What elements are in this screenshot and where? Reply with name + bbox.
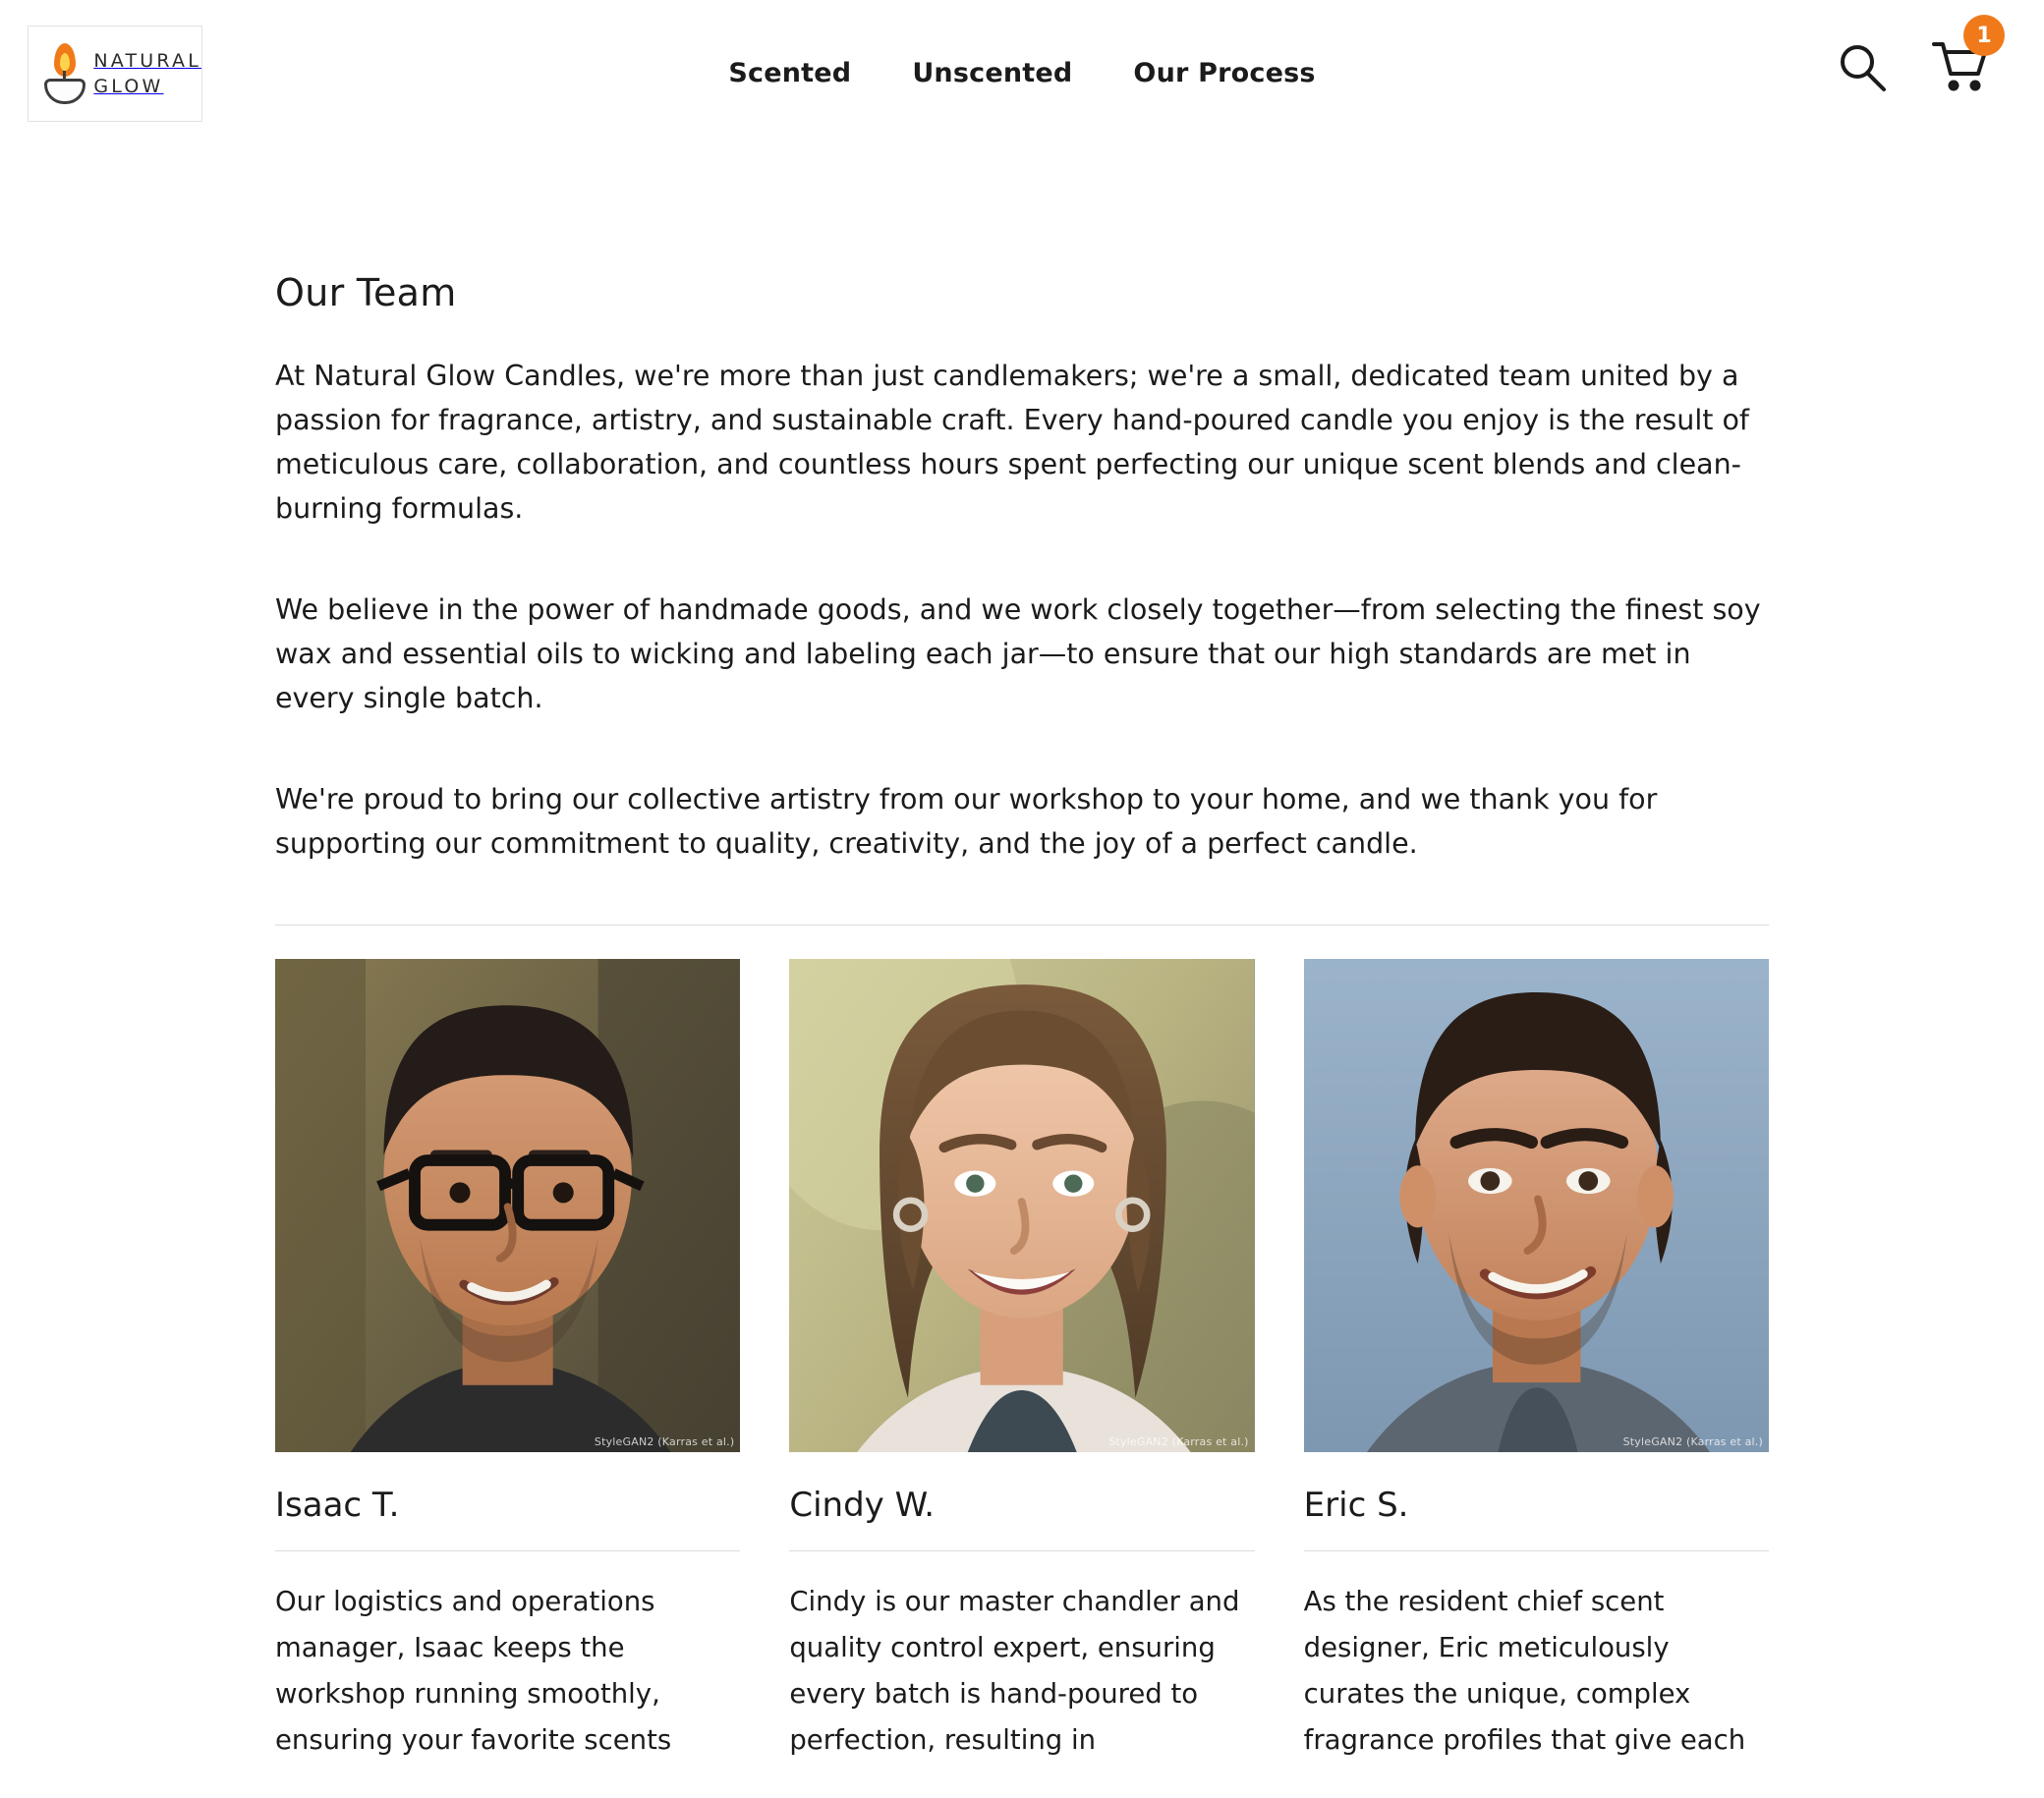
photo-watermark: StyleGAN2 (Karras et al.) (594, 1435, 735, 1448)
member-name: Eric S. (1303, 1486, 1409, 1525)
member-name: Cindy W. (789, 1486, 936, 1525)
intro-paragraph-2: We believe in the power of handmade goods, and we work closely together—from selecting the finest soy wax and essential oils to wicking and labeling each jar—to ensure that our high standards are met in every single batch. (275, 593, 1761, 714)
main-navigation (728, 58, 1315, 88)
team-card (275, 959, 740, 1764)
team-grid (275, 959, 1769, 1764)
page-title: Our Team (275, 271, 457, 314)
intro-paragraph-1: At Natural Glow Candles, we're more than just candlemakers; we're a small, dedicated team united by a passion for fragrance, artistry, and sustainable craft. Every hand-poured candle you enjoy is the result of meticulous care, collaboration, and countless hours spent perfecting our unique scent blends and clean-burning formulas. (275, 360, 1749, 525)
nav-link-scented[interactable]: Scented (728, 57, 852, 88)
section-divider (275, 925, 1769, 926)
member-bio: Our logistics and operations manager, Isaac keeps the workshop running smoothly, ensuring your favorite scents (275, 1586, 672, 1756)
site-header (0, 0, 2044, 145)
member-divider (275, 1550, 740, 1551)
member-bio: As the resident chief scent designer, Eric meticulously curates the unique, complex fragrance profiles that give each (1303, 1586, 1746, 1756)
brand-name (93, 48, 201, 99)
cart-count-badge: 1 (1963, 15, 2005, 56)
team-card (1304, 959, 1769, 1764)
intro-paragraph-3: We're proud to bring our collective artistry from our workshop to your home, and we thank you for supporting our commitment to quality, creativity, and the joy of a perfect candle. (275, 783, 1658, 860)
portrait-isaac (275, 959, 740, 1452)
page-content (275, 145, 1769, 1764)
brand-name-line1: NATURAL (93, 50, 201, 72)
nav-link-unscented[interactable]: Unscented (912, 57, 1073, 88)
header-actions (1834, 23, 1992, 98)
photo-watermark: StyleGAN2 (Karras et al.) (1108, 1435, 1249, 1448)
photo-watermark: StyleGAN2 (Karras et al.) (1622, 1435, 1763, 1448)
member-name: Isaac T. (275, 1486, 400, 1525)
portrait-eric (1304, 959, 1769, 1452)
nav-link-our-process[interactable]: Our Process (1133, 57, 1316, 88)
member-divider (1304, 1550, 1769, 1551)
portrait-cindy (789, 959, 1254, 1452)
member-bio: Cindy is our master chandler and quality control expert, ensuring every batch is hand-poured to perfection, resulting in (789, 1586, 1240, 1756)
member-divider (789, 1550, 1254, 1551)
brand-logo[interactable] (28, 26, 202, 122)
team-card (789, 959, 1254, 1764)
shopping-cart-icon[interactable] (1932, 23, 1992, 97)
search-icon[interactable] (1834, 39, 1889, 98)
candle-flame-icon (42, 41, 84, 106)
brand-name-line2: GLOW (93, 76, 164, 97)
